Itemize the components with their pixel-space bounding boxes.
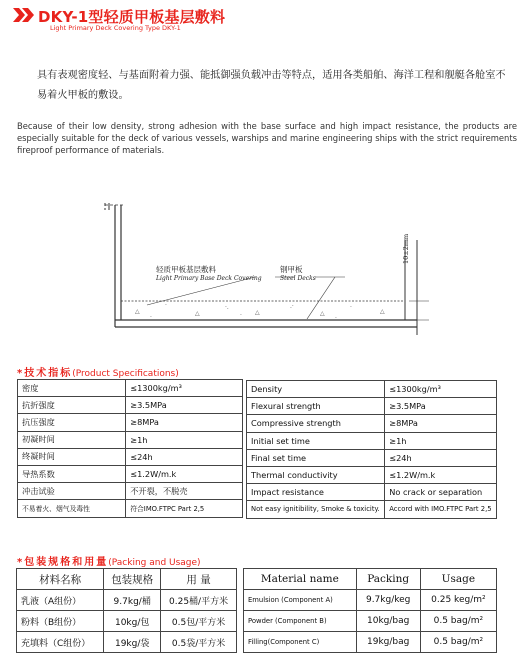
spec-name-cell: 终凝时间	[18, 448, 126, 465]
table-header-row	[17, 569, 237, 590]
spec-name-cell: 初凝时间	[18, 431, 126, 448]
packing-table-en	[243, 568, 497, 653]
spec-value-cell: No crack or separation	[385, 484, 497, 501]
table-row	[247, 501, 497, 518]
spec-value-cell: ≥3.5MPa	[385, 398, 497, 415]
diagram-label-covering-zh: 轻质甲板基层敷料	[156, 265, 216, 274]
svg-text:△: △	[195, 310, 200, 317]
table-cell: 10kg/包	[104, 611, 161, 632]
svg-text:.: .	[150, 312, 152, 319]
spec-value-cell: ≤1300kg/m³	[126, 380, 243, 397]
table-cell: 0.5包/平方米	[161, 611, 237, 632]
specs-title-en: (Product Specifications)	[72, 369, 179, 379]
page-title: DKY-1型轻质甲板基层敷料	[38, 8, 226, 26]
packing-table-zh	[16, 568, 237, 653]
spec-value-cell: ≤1300kg/m³	[385, 381, 497, 398]
specs-table-zh	[17, 379, 243, 518]
svg-text:△: △	[380, 308, 385, 315]
table-cell: Emulsion (Component A)	[244, 590, 357, 611]
spec-value-cell: ≥1h	[385, 432, 497, 449]
table-row	[244, 590, 497, 611]
table-cell: 10kg/bag	[356, 611, 420, 632]
table-row	[247, 484, 497, 501]
svg-text:.: .	[335, 313, 337, 320]
spec-name-cell: 导热系数	[18, 465, 126, 482]
spec-value-cell: 符合IMO.FTPC Part 2,5	[126, 500, 243, 517]
table-cell: 9.7kg/keg	[356, 590, 420, 611]
spec-name-cell: Not easy ignitibility, Smoke & toxicity.	[247, 501, 385, 518]
spec-name-cell: Initial set time	[247, 432, 385, 449]
spec-name-cell: 抗压强度	[18, 414, 126, 431]
svg-text:△: △	[135, 308, 140, 315]
table-row	[244, 611, 497, 632]
specs-section-title	[17, 364, 179, 379]
table-row	[247, 398, 497, 415]
table-cell: 粉料（B组份）	[17, 611, 104, 632]
spec-value-cell: ≥8MPa	[385, 415, 497, 432]
table-row	[17, 632, 237, 653]
column-header: Usage	[420, 569, 496, 590]
table-row	[17, 611, 237, 632]
table-cell: 9.7kg/桶	[104, 590, 161, 611]
spec-name-cell: Thermal conductivity	[247, 466, 385, 483]
svg-text:·: ·	[240, 312, 242, 319]
intro-zh: 具有表观密度轻、与基面附着力强、能抵御强负载冲击等特点，适用各类船舶、海洋工程和舰艇各舱室不易着火甲板的敷设。	[37, 70, 506, 101]
diagram-label-covering-en: Light Primary Base Deck Covering	[156, 275, 262, 282]
spec-name-cell: 密度	[18, 380, 126, 397]
svg-text:·: ·	[350, 304, 352, 311]
table-cell: Filling(Component C)	[244, 632, 357, 653]
page-subtitle: Light Primary Deck Covering Type DKY-1	[50, 24, 181, 32]
table-row	[247, 381, 497, 398]
spec-value-cell: ≥1h	[126, 431, 243, 448]
spec-value-cell: ≥8MPa	[126, 414, 243, 431]
table-cell: 0.5袋/平方米	[161, 632, 237, 653]
table-row	[247, 466, 497, 483]
diagram-label-steel-zh: 钢甲板	[280, 265, 303, 274]
column-header: Material name	[244, 569, 357, 590]
diagram-dimension: 10±2mm	[402, 233, 410, 264]
table-row	[18, 397, 243, 414]
column-header: 用 量	[161, 569, 237, 590]
specs-title-zh: *技术指标	[17, 368, 73, 379]
svg-text:.·: .·	[290, 303, 294, 310]
table-row	[18, 414, 243, 431]
spec-name-cell: Density	[247, 381, 385, 398]
deck-cross-section-diagram	[95, 195, 445, 340]
table-row	[18, 483, 243, 500]
table-row	[18, 380, 243, 397]
spec-name-cell: Compressive strength	[247, 415, 385, 432]
table-cell: 乳液（A组份）	[17, 590, 104, 611]
table-cell: Powder (Component B)	[244, 611, 357, 632]
spec-value-cell: Accord with IMO.FTPC Part 2,5	[385, 501, 497, 518]
table-header-row	[244, 569, 497, 590]
spec-value-cell: ≤24h	[126, 448, 243, 465]
column-header: Packing	[356, 569, 420, 590]
spec-name-cell: 抗折强度	[18, 397, 126, 414]
spec-value-cell: ≤24h	[385, 449, 497, 466]
svg-text:·: ·	[165, 302, 167, 309]
spec-name-cell: 冲击试验	[18, 483, 126, 500]
table-cell: 0.25桶/平方米	[161, 590, 237, 611]
chevron-logo-icon	[13, 8, 37, 22]
spec-name-cell: Flexural strength	[247, 398, 385, 415]
table-row	[247, 415, 497, 432]
table-row	[17, 590, 237, 611]
specs-table-en	[246, 380, 497, 519]
table-cell: 充填料（C组份）	[17, 632, 104, 653]
diagram-label-steel-en: Steel Decks	[280, 275, 316, 282]
spec-value-cell: 不开裂，不脱壳	[126, 483, 243, 500]
table-cell: 0.25 keg/m²	[420, 590, 496, 611]
spec-name-cell: Final set time	[247, 449, 385, 466]
svg-text:△: △	[320, 310, 325, 317]
packing-section-title	[17, 553, 201, 568]
spec-name-cell: Impact resistance	[247, 484, 385, 501]
packing-title-zh: *包装规格和用量	[17, 557, 109, 568]
table-cell: 19kg/袋	[104, 632, 161, 653]
table-row	[18, 500, 243, 517]
table-cell: 19kg/bag	[356, 632, 420, 653]
spec-name-cell: 不易着火、烟气及毒性	[18, 500, 126, 517]
spec-value-cell: ≤1.2W/m.k	[385, 466, 497, 483]
table-row	[18, 465, 243, 482]
svg-text:△: △	[255, 309, 260, 316]
spec-value-cell: ≤1.2W/m.k	[126, 465, 243, 482]
column-header: 材料名称	[17, 569, 104, 590]
table-cell: 0.5 bag/m²	[420, 632, 496, 653]
spec-value-cell: ≥3.5MPa	[126, 397, 243, 414]
column-header: 包装规格	[104, 569, 161, 590]
table-row	[18, 431, 243, 448]
intro-en: Because of their low density, strong adhesion with the base surface and high impact resistance, the products are especially suitable for the deck of various vessels, warships and marine engineering ships with the strict requirements fireproof performance of materials.	[17, 121, 517, 155]
table-row	[244, 632, 497, 653]
table-row	[247, 432, 497, 449]
table-cell: 0.5 bag/m²	[420, 611, 496, 632]
table-row	[18, 448, 243, 465]
table-row	[247, 449, 497, 466]
svg-text:·.: ·.	[225, 304, 229, 311]
packing-title-en: (Packing and Usage)	[108, 558, 201, 568]
